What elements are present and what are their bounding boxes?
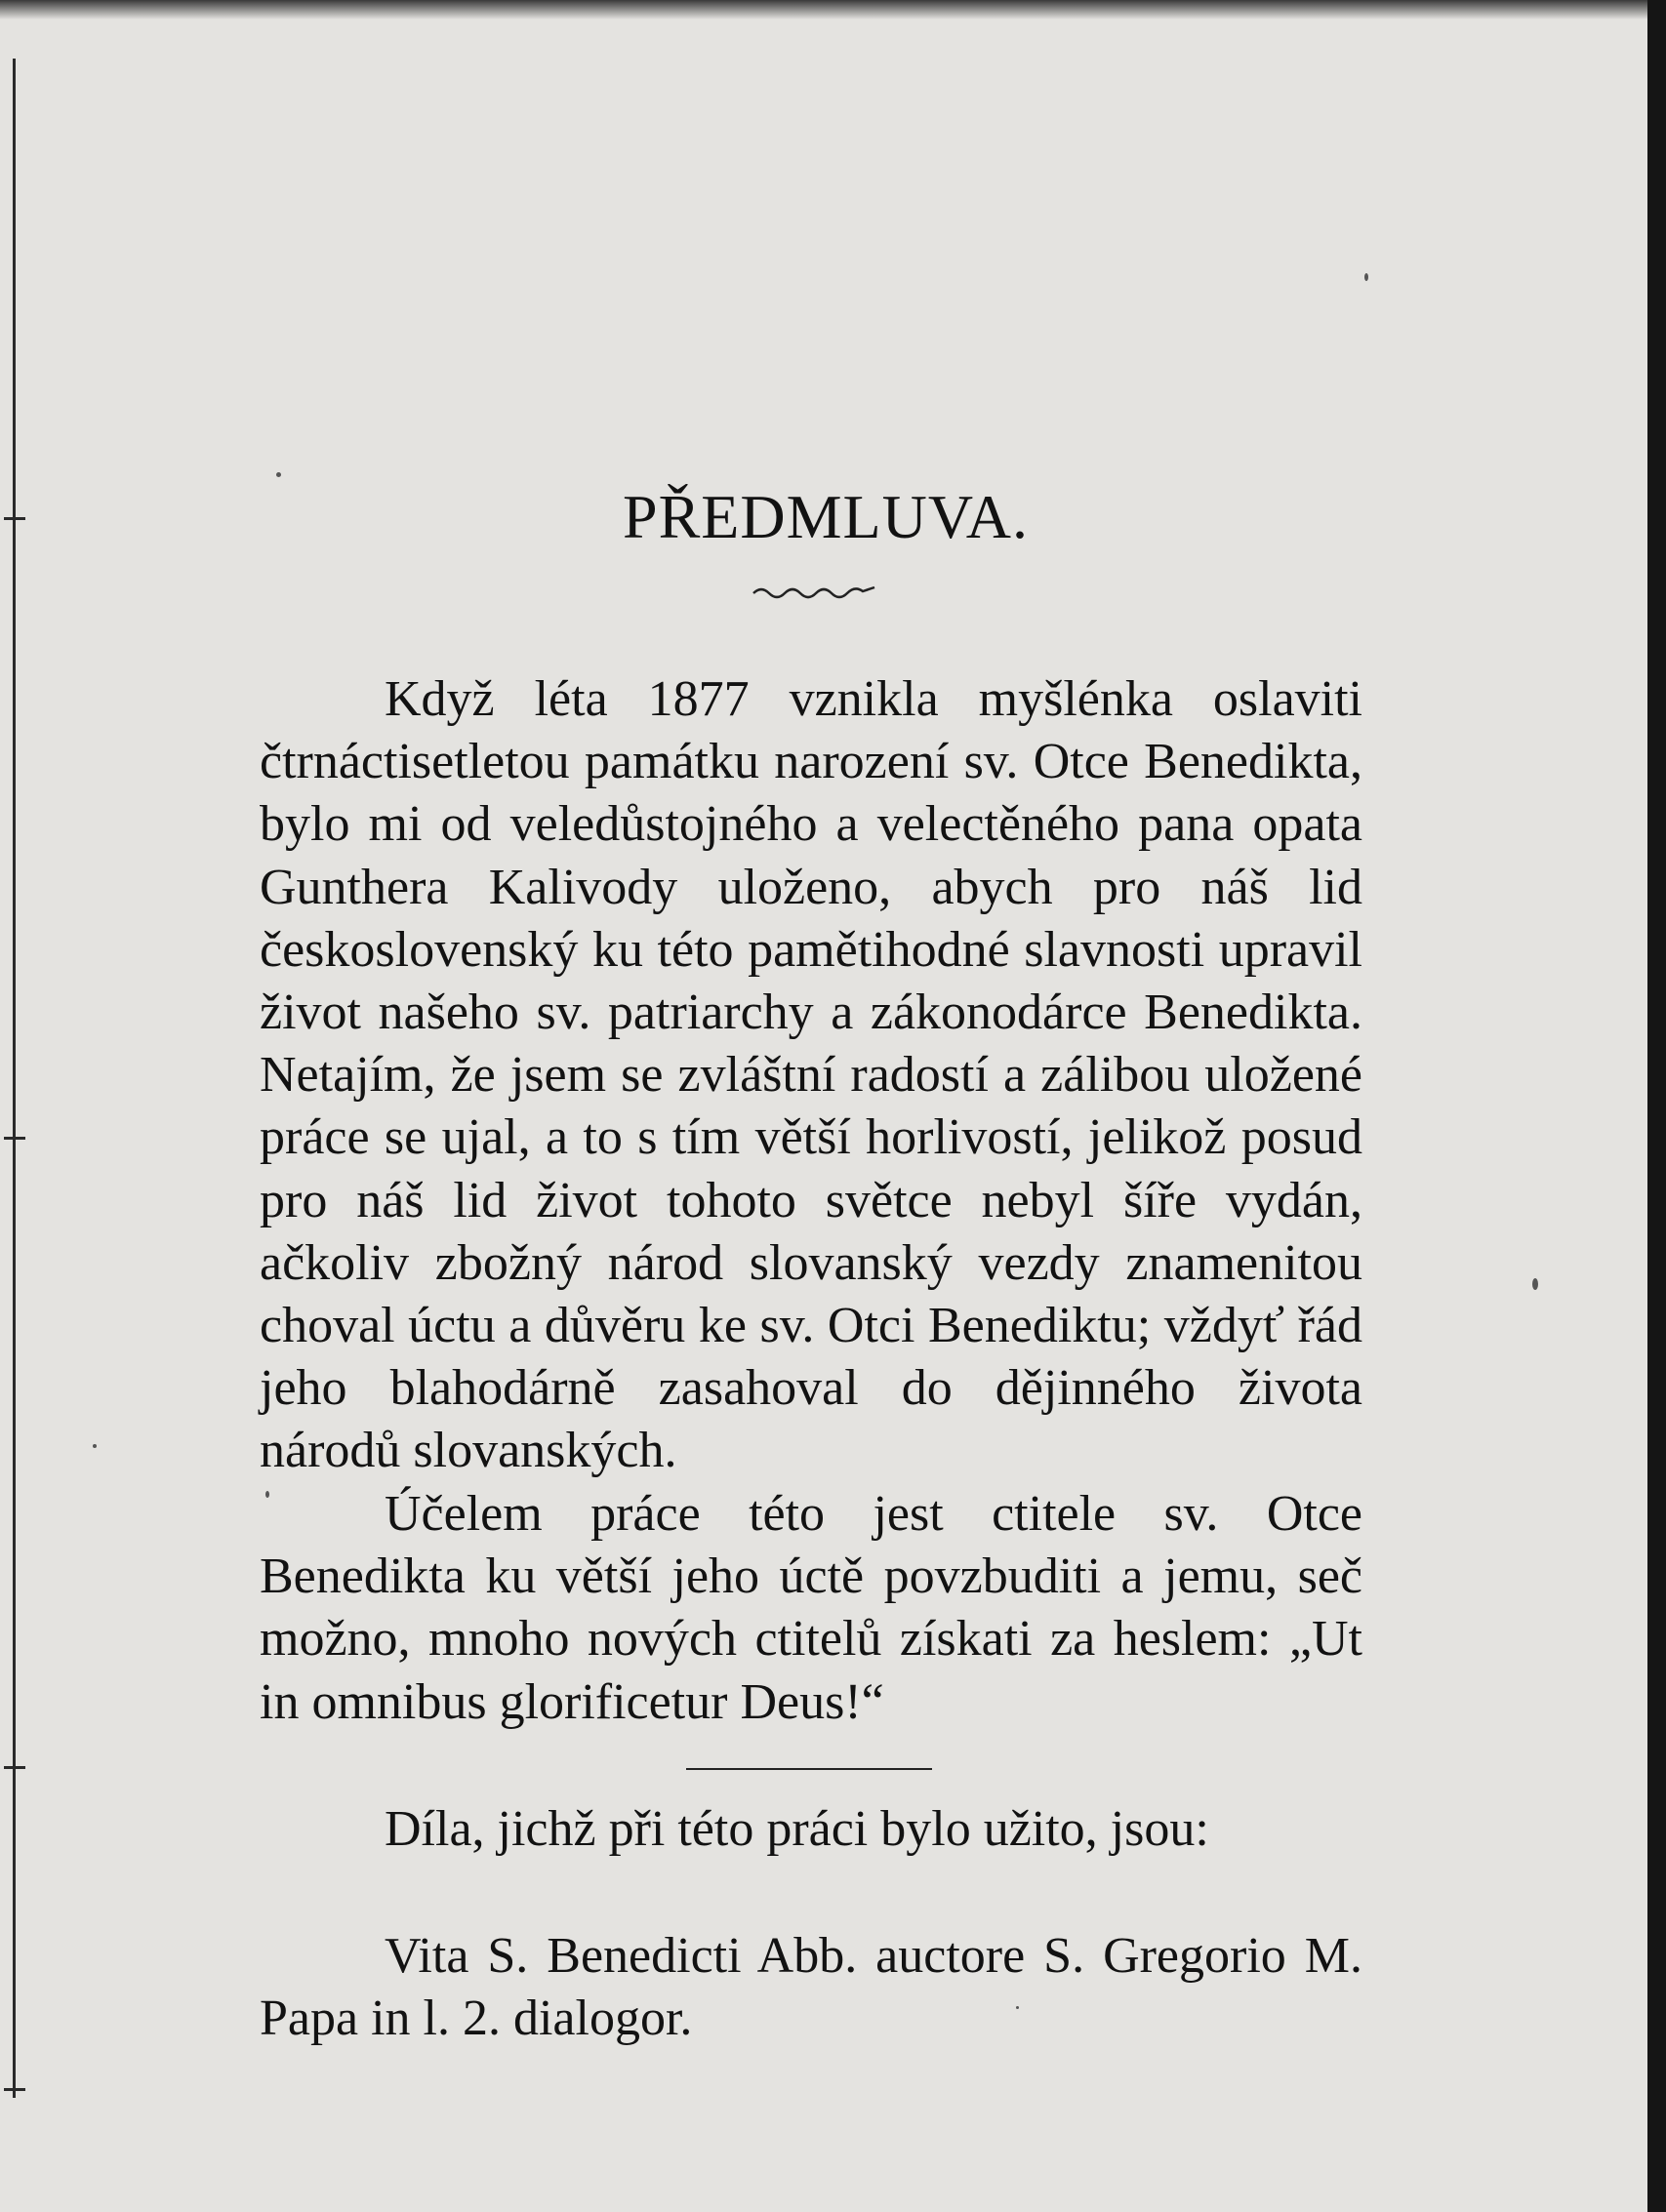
paper-speck <box>1532 1278 1538 1290</box>
paragraph-intro <box>260 668 1362 1483</box>
wavy-ornament-icon <box>752 582 878 601</box>
paper-speck <box>276 472 281 477</box>
paper-speck <box>1364 273 1368 281</box>
binding-edge-line <box>13 59 16 2098</box>
paragraph-purpose <box>260 1483 1362 1734</box>
page-right-edge <box>1647 0 1666 2212</box>
binding-tick-mark <box>4 1137 25 1140</box>
paragraph-purpose-text: Účelem práce této jest ctitele sv. Otce Benedikta ku větší jeho úctě povzbuditi a jemu, seč možno, mnoho nových ctitelů získati za heslem: „Ut in omnibus glorificetur Deus!“ <box>260 1486 1362 1730</box>
paragraph-sources-intro <box>260 1798 1362 1861</box>
paragraph-source-entry-text: Vita S. Benedicti Abb. auctore S. Gregorio M. Papa in l. 2. dialogor. <box>260 1928 1362 2047</box>
binding-tick-mark <box>4 2088 25 2091</box>
paragraph-sources-intro-text: Díla, jichž při této práci bylo užito, jsou: <box>385 1801 1209 1857</box>
page-title: PŘEDMLUVA. <box>623 482 1029 551</box>
binding-tick-mark <box>4 1766 25 1769</box>
page-top-shadow <box>0 0 1651 20</box>
paper-speck <box>1016 2006 1019 2009</box>
paper-speck <box>265 1491 269 1498</box>
paragraph-intro-text: Když léta 1877 vznikla myšlénka oslaviti čtrnáctisetletou památku narození sv. Otce Benedikta, bylo mi od veledůstojného a velectěného pana opata Gunthera Kalivody uloženo, abych pro náš lid československý ku této pamětihodné slavnosti upravil život našeho sv. patriarchy a zákonodárce Benedikta. Netajím, že jsem se zvláštní radostí a zálibou uložené práce se ujal, a to s tím větší horlivostí, jelikož posud pro náš lid život tohoto světce nebyl šíře vydán, ačkoliv zbožný národ slovanský vezdy znamenitou choval úctu a důvěru ke sv. Otci Benediktu; vždyť řád jeho blahodárně zasahoval do dějinného života národů slovanských. <box>260 671 1362 1479</box>
paragraph-source-entry <box>260 1925 1362 2050</box>
section-divider <box>686 1768 932 1770</box>
paper-speck <box>93 1444 97 1448</box>
